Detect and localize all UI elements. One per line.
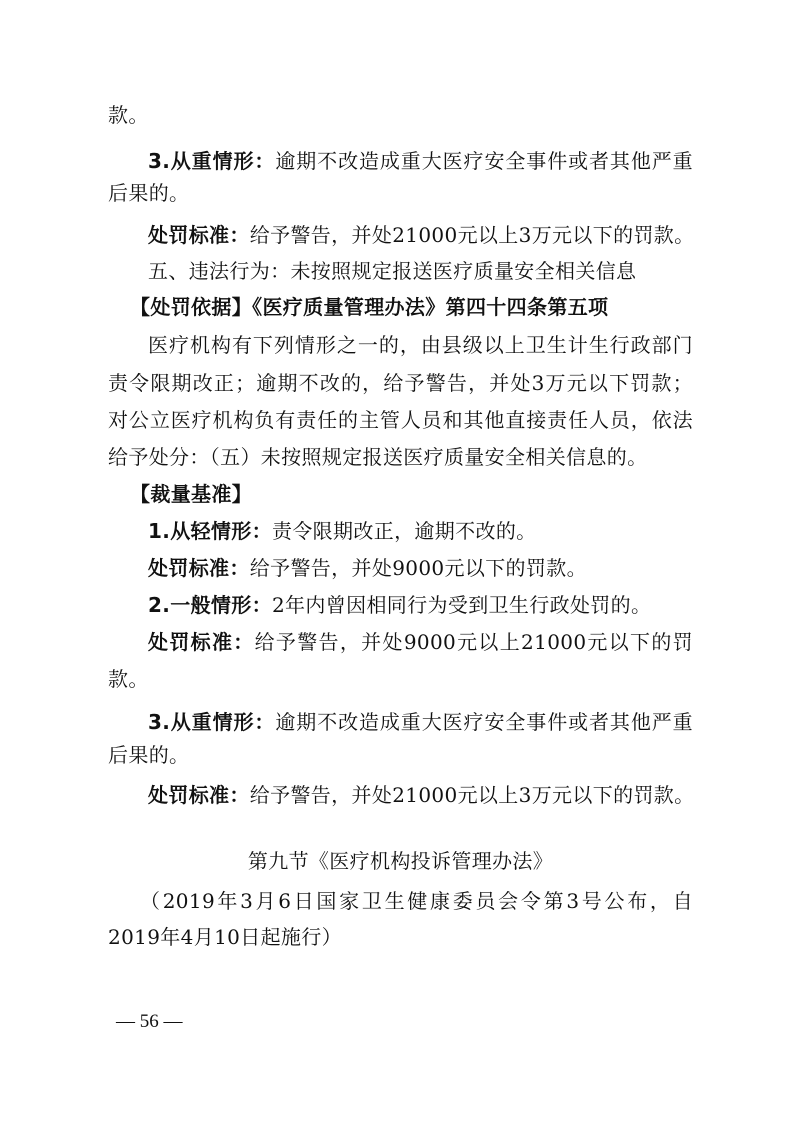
text-line xyxy=(148,590,693,620)
text-line xyxy=(148,627,693,657)
text-line xyxy=(108,664,693,694)
line-text: 后果的。 xyxy=(108,181,190,205)
penalty-basis-heading: 【处罚依据】《医疗质量管理办法》第四十四条第五项 xyxy=(130,295,609,319)
text-line xyxy=(130,292,693,322)
text-line xyxy=(108,368,693,398)
page-number: — 56 — xyxy=(116,1011,183,1032)
general-circumstance-label: 2.一般情形： xyxy=(148,593,272,617)
text-line xyxy=(108,100,693,130)
line-text: 给予警告，并处21000元以上3万元以下的罚款。 xyxy=(249,223,695,247)
section-title xyxy=(108,846,693,876)
penalty-standard-label: 处罚标准： xyxy=(148,783,250,807)
text-line xyxy=(148,146,693,176)
severe-circumstance-label: 3.从重情形： xyxy=(148,149,276,173)
line-text: 逾期不改造成重大医疗安全事件或者其他严重 xyxy=(275,149,694,173)
mild-circumstance-label: 1.从轻情形： xyxy=(148,519,272,543)
penalty-standard-label: 处罚标准： xyxy=(148,556,250,580)
line-text: 给予警告，并处21000元以上3万元以下的罚款。 xyxy=(249,783,695,807)
text-line xyxy=(108,178,693,208)
penalty-standard-label: 处罚标准： xyxy=(148,630,255,654)
line-text: 给予警告，并处9000元以下的罚款。 xyxy=(249,556,587,580)
text-line xyxy=(148,516,693,546)
text-line xyxy=(148,330,693,360)
text-line xyxy=(130,479,693,509)
penalty-standard-label: 处罚标准： xyxy=(148,223,250,247)
text-line xyxy=(148,256,693,286)
line-text: 款。 xyxy=(108,667,149,691)
line-text: 医疗机构有下列情形之一的，由县级以上卫生计生行政部门 xyxy=(148,333,693,357)
text-line xyxy=(148,780,693,810)
text-line xyxy=(108,922,693,952)
text-line xyxy=(140,886,693,916)
violation-heading: 五、违法行为：未按照规定报送医疗质量安全相关信息 xyxy=(148,259,637,283)
text-line xyxy=(108,405,693,435)
text-line xyxy=(148,553,693,583)
line-text: 责令限期改正，逾期不改的。 xyxy=(271,519,537,543)
line-text: 款。 xyxy=(108,103,149,127)
line-text: 责令限期改正；逾期不改的，给予警告，并处3万元以下罚款； xyxy=(108,371,693,395)
line-text: 2年内曾因相同行为受到卫生行政处罚的。 xyxy=(271,593,652,617)
text-line xyxy=(148,707,693,737)
section-title-text: 第九节《医疗机构投诉管理办法》 xyxy=(247,849,554,873)
line-text: 给予处分：（五）未按照规定报送医疗质量安全相关信息的。 xyxy=(108,445,648,469)
line-text: 给予警告，并处9000元以上21000元以下的罚 xyxy=(254,630,694,654)
line-text: 2019年4月10日起施行） xyxy=(108,925,342,949)
text-line xyxy=(148,220,693,250)
text-line xyxy=(108,442,693,472)
line-text: （2019年3月6日国家卫生健康委员会令第3号公布，自 xyxy=(140,889,693,913)
line-text: 逾期不改造成重大医疗安全事件或者其他严重 xyxy=(275,710,694,734)
severe-circumstance-label: 3.从重情形： xyxy=(148,710,276,734)
line-text: 对公立医疗机构负有责任的主管人员和其他直接责任人员，依法 xyxy=(108,408,693,432)
discretion-heading: 【裁量基准】 xyxy=(130,482,253,506)
text-line xyxy=(108,740,693,770)
line-text: 后果的。 xyxy=(108,743,190,767)
